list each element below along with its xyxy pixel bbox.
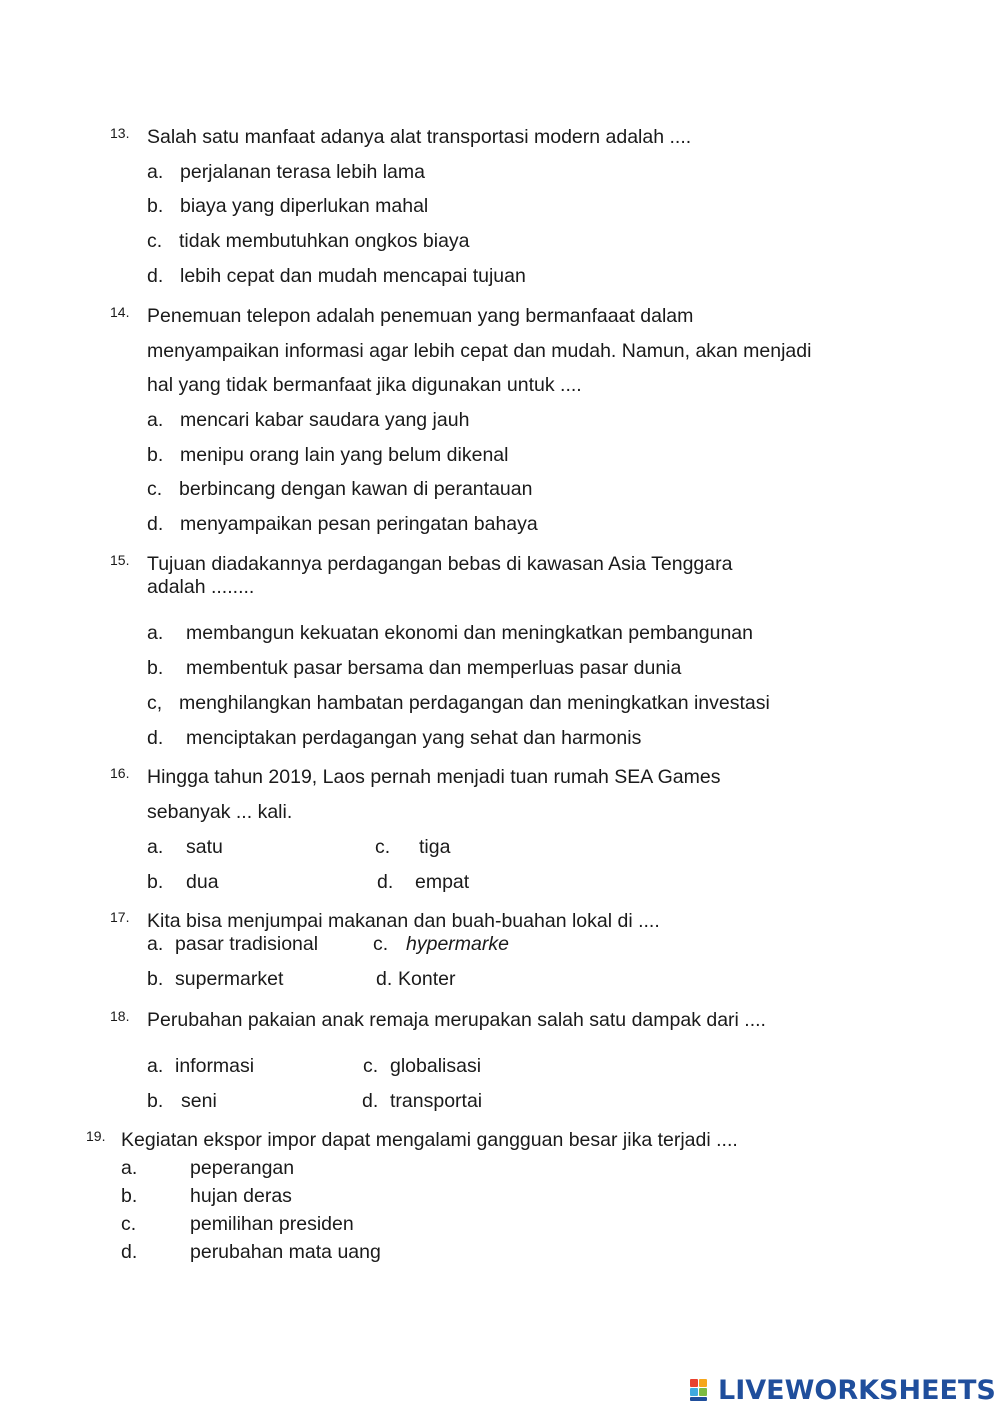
q18-option-a-text: informasi	[175, 1055, 255, 1077]
question-14-text-line-2: menyampaikan informasi agar lebih cepat dan mudah. Namun, akan menjadi	[147, 340, 812, 362]
q19-option-d-text: perubahan mata uang	[190, 1241, 381, 1263]
question-19-text: Kegiatan ekspor impor dapat mengalami gangguan besar jika terjadi ....	[121, 1129, 738, 1151]
q14-option-d-text: menyampaikan pesan peringatan bahaya	[180, 513, 538, 535]
q17-option-d-text: Konter	[398, 968, 456, 990]
question-17-text: Kita bisa menjumpai makanan dan buah-buahan lokal di ....	[147, 910, 660, 932]
q13-option-a-text: perjalanan terasa lebih lama	[180, 161, 425, 183]
q18-option-d-text: transportai	[390, 1090, 483, 1112]
q18-option-b-letter: b.	[147, 1090, 164, 1112]
q14-option-a-text: mencari kabar saudara yang jauh	[180, 409, 470, 431]
question-14-text-line-1: Penemuan telepon adalah penemuan yang bermanfaaat dalam	[147, 305, 694, 327]
q16-option-a-letter: a.	[147, 836, 164, 858]
liveworksheets-logo-icon	[690, 1377, 716, 1403]
q15-option-c-text: menghilangkan hambatan perdagangan dan meningkatkan investasi	[179, 692, 770, 714]
q16-option-d-text: empat	[415, 871, 470, 893]
q13-option-b-letter: b.	[147, 195, 164, 217]
q18-option-b-text: seni	[181, 1090, 217, 1112]
q19-option-a-text: peperangan	[190, 1157, 295, 1179]
q15-option-b-letter: b.	[147, 657, 164, 679]
q16-option-c-letter: c.	[375, 836, 391, 858]
question-14-text-line-3: hal yang tidak bermanfaat jika digunakan untuk ....	[147, 374, 582, 396]
q18-option-c-text: globalisasi	[390, 1055, 482, 1077]
q13-option-b-text: biaya yang diperlukan mahal	[180, 195, 429, 217]
question-18-number: 18.	[110, 1008, 130, 1024]
q19-option-d-letter: d.	[121, 1241, 138, 1263]
q16-option-b-text: dua	[186, 871, 219, 893]
q18-option-d-letter: d.	[362, 1090, 379, 1112]
q14-option-a-letter: a.	[147, 409, 164, 431]
question-15-text-line-2: adalah ........	[147, 576, 255, 598]
q13-option-a-letter: a.	[147, 161, 164, 183]
q16-option-d-letter: d.	[377, 871, 394, 893]
question-17-number: 17.	[110, 909, 130, 925]
q17-option-b-text: supermarket	[175, 968, 284, 990]
question-13-text: Salah satu manfaat adanya alat transportasi modern adalah ....	[147, 126, 692, 148]
q15-option-a-text: membangun kekuatan ekonomi dan meningkatkan pembangunan	[186, 622, 753, 644]
q14-option-d-letter: d.	[147, 513, 164, 535]
question-16-text-line-2: sebanyak ... kali.	[147, 801, 293, 823]
q13-option-d-letter: d.	[147, 265, 164, 287]
q18-option-a-letter: a.	[147, 1055, 164, 1077]
q18-option-c-letter: c.	[363, 1055, 379, 1077]
question-19-number: 19.	[86, 1128, 106, 1144]
q17-option-a-letter: a.	[147, 933, 164, 955]
q13-option-c-text: tidak membutuhkan ongkos biaya	[179, 230, 470, 252]
q14-option-c-text: berbincang dengan kawan di perantauan	[179, 478, 533, 500]
q16-option-c-text: tiga	[419, 836, 451, 858]
q17-option-c-letter: c.	[373, 933, 389, 955]
q19-option-b-letter: b.	[121, 1185, 138, 1207]
question-18-text: Perubahan pakaian anak remaja merupakan salah satu dampak dari ....	[147, 1009, 766, 1031]
q15-option-b-text: membentuk pasar bersama dan memperluas pasar dunia	[186, 657, 682, 679]
question-14-number: 14.	[110, 304, 130, 320]
q16-option-a-text: satu	[186, 836, 223, 858]
q17-option-d-letter: d.	[376, 968, 393, 990]
q15-option-d-text: menciptakan perdagangan yang sehat dan harmonis	[186, 727, 642, 749]
question-15-number: 15.	[110, 552, 130, 568]
q16-option-b-letter: b.	[147, 871, 164, 893]
q14-option-c-letter: c.	[147, 478, 163, 500]
q17-option-b-letter: b.	[147, 968, 164, 990]
question-16-text-line-1: Hingga tahun 2019, Laos pernah menjadi tuan rumah SEA Games	[147, 766, 721, 788]
q19-option-c-letter: c.	[121, 1213, 137, 1235]
q19-option-b-text: hujan deras	[190, 1185, 292, 1207]
q15-option-d-letter: d.	[147, 727, 164, 749]
liveworksheets-logo	[690, 1374, 996, 1406]
question-15-text-line-1: Tujuan diadakannya perdagangan bebas di kawasan Asia Tenggara	[147, 553, 733, 575]
liveworksheets-logo-text: LIVEWORKSHEETS	[718, 1374, 996, 1406]
q17-option-c-text: hypermarke	[406, 933, 509, 955]
q14-option-b-text: menipu orang lain yang belum dikenal	[180, 444, 509, 466]
question-16-number: 16.	[110, 765, 130, 781]
q19-option-a-letter: a.	[121, 1157, 138, 1179]
q19-option-c-text: pemilihan presiden	[190, 1213, 354, 1235]
q15-option-c-letter: c,	[147, 692, 163, 714]
question-13-number: 13.	[110, 125, 130, 141]
q13-option-d-text: lebih cepat dan mudah mencapai tujuan	[180, 265, 526, 287]
q14-option-b-letter: b.	[147, 444, 164, 466]
q17-option-a-text: pasar tradisional	[175, 933, 319, 955]
q15-option-a-letter: a.	[147, 622, 164, 644]
q13-option-c-letter: c.	[147, 230, 163, 252]
